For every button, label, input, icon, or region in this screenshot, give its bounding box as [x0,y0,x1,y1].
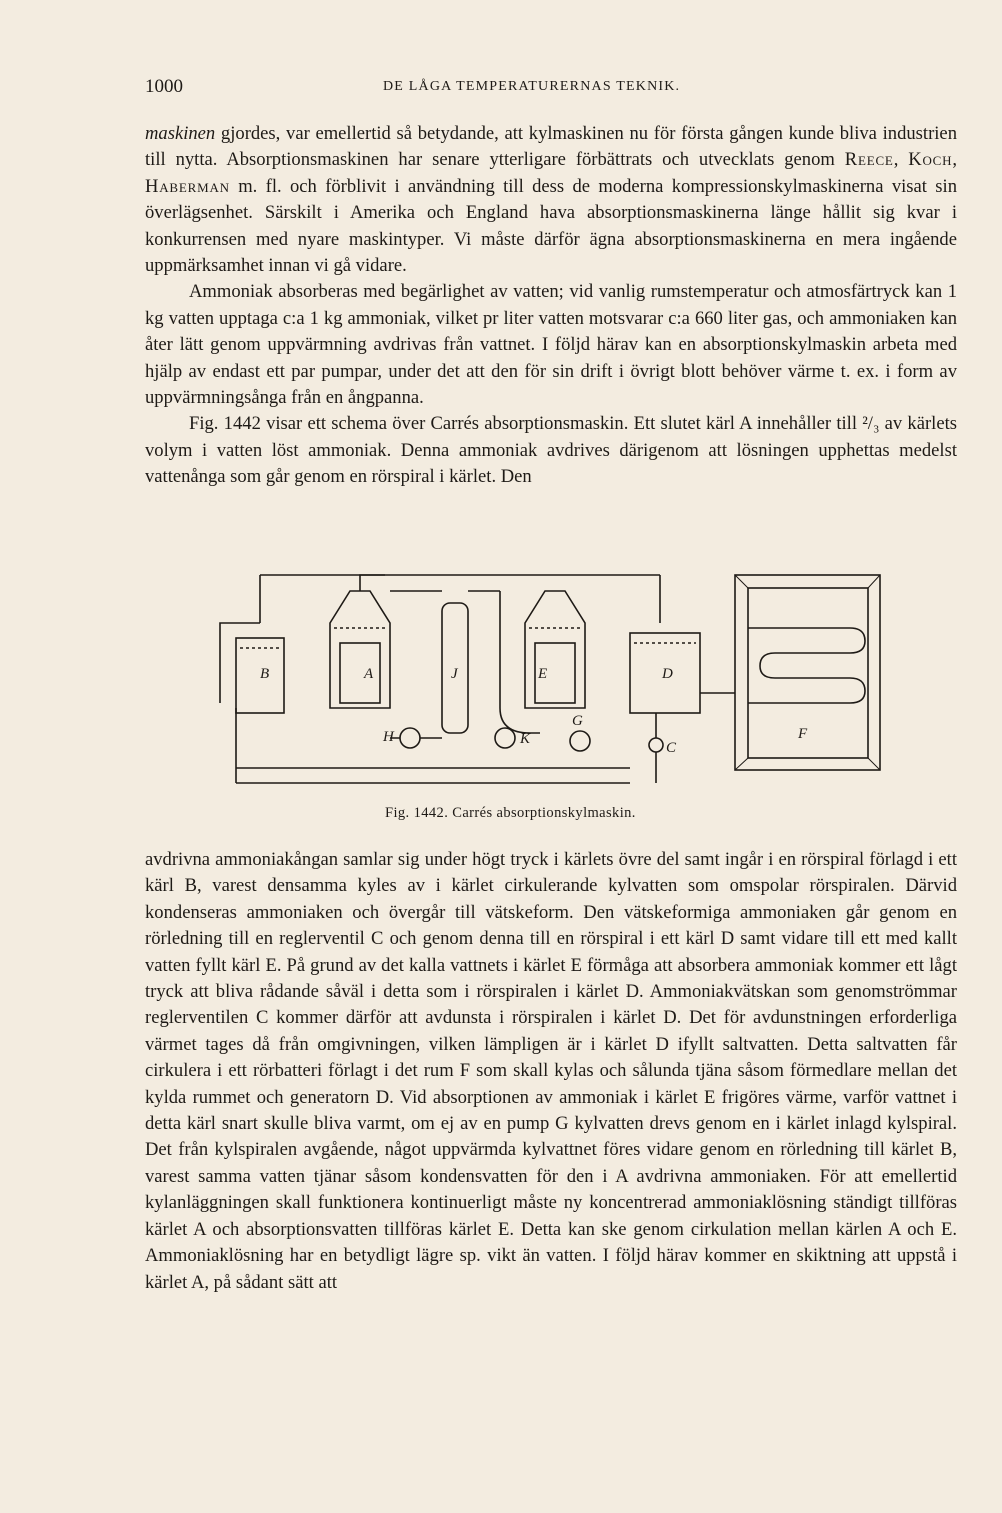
room-f-outer [735,575,880,770]
vessel-a-outlet [360,575,385,591]
label-g: G [572,713,583,729]
caption-text: Carrés absorptionskylmaskin. [452,805,636,821]
text-block-top [145,121,957,491]
pump-h [400,728,420,748]
text-block-bottom [145,847,957,1296]
top-pipe [260,575,660,623]
label-b: B [260,666,270,682]
valve-c [649,738,663,752]
carre-machine-diagram [200,563,890,798]
paragraph-1-text: gjordes, var emellertid så betydande, att kylmaskinen nu för första gången kunde bliva industrien till nytta. Absorptionsmaskinen har senare ytterligare förbättrats och utvecklats genom [145,123,957,171]
label-d: D [662,666,673,682]
room-f-insulation [735,575,880,770]
label-f: F [798,726,808,742]
figure-caption [385,805,636,822]
paragraph-4: avdrivna ammoniakångan samlar sig under högt tryck i kärlets övre del samt ingår i en rörspiral förlagd i ett kärl B, varest densamma kyles av i kärlet cirkulerande kylvatten som omspolar rörspiralen. Därvid kondenseras ammoniaken och övergår till vätskeform. Den vätskeformiga ammoniaken går genom en rörledning till en reglerventil C och genom denna till en rörspiral i ett kärl D samt vidare till ett med kallt vatten fyllt kärl E. På grund av det kalla vattnets i kärlet E förmåga att absorbera ammoniak kommer ett lågt tryck att bliva rådande såväl i detta som i rörspiralen i kärlet D. Ammoniakvätskan som genomströmmar reglerventilen C kommer därför att avdunsta i rörspiralen i kärlet D. Det för avdunstningen erforderliga värmet tages då från omgivningen, vilken lämpligen är i kärlet D ifyllt saltvatten. Detta saltvatten får cirkulera i ett rörbatteri förlagt i det rum F som skall kylas och sålunda tjäna såsom förmedlare mellan det kylda rummet och generatorn D. Vid absorptionen av ammoniak i kärlet E frigöres värme, varför vattnet i detta kärl snart skulle bliva varmt, om ej av en pump G kylvatten drevs genom en i kärlet inlagd kylspiral. Det från kylspiralen avgående, något uppvärmda kylvattnet föres vidare genom en rörledning till kärlet B, varest samma vatten tjänar såsom kondensvatten för den i A avdrivna ammoniaken. För att emellertid kylanläggningen skall funktionera kontinuerligt måste ny koncentrerad ammoniaklösning ständigt tillföras kärlet A och absorptionsvatten tillföras kärlet E. Detta kan ske genom cirkulation mellan kärlen A och E. Ammoniaklösning har en betydligt lägre sp. vikt än vatten. I följd härav kommer en skiktning att uppstå i kärlet A, på sådant sätt att [145,849,957,1293]
name-reece: Reece [844,149,894,171]
label-j: J [451,666,458,682]
paragraph-1-start: maskinen [145,123,216,144]
vessel-a [330,591,390,708]
label-e: E [538,666,548,682]
paragraph-1-end: m. fl. och förblivit i användning till dess de moderna kompressionskylmaskinerna visat sin överlägsenhet. Särskilt i Amerika och England hava absorptionsmaskinerna länge hållit sig kvar i konkurrensen med nyare maskintyper. Vi måste därför ägna absorptionsmaskinerna en mera ingående uppmärksamhet innan vi gå vidare. [145,175,957,277]
paragraph-2: Ammoniak absorberas med begärlighet av vatten; vid vanlig rumstemperatur och atmosfärtryck kan 1 kg vatten upptaga c:a 1 kg ammoniak, vilket pr liter vatten motsvarar c:a 660 liter gas, och ammoniaken kan åter lätt genom uppvärmning avdrivas från vattnet. I följd härav kan en absorptionskylmaskin arbeta med hjälp av endast ett par pumpar, under det att den för sin drift i övrigt blott behöver värme t. ex. i form av uppvärmningsånga från en ångpanna. [145,281,957,409]
caption-number: Fig. 1442. [385,805,449,821]
label-c: C [666,740,677,756]
e-return-pipe [500,591,540,733]
paragraph-1: maskinen gjordes, var emellertid så betydande, att kylmaskinen nu för första gången kunde bliva industrien till nytta. Absorptionsmaskinen har senare ytterligare förbättrats och utvecklats genom Reece, Koch, Haberman m. fl. och förblivit i användning till dess de moderna kompressionskylmaskinerna visat sin överlägsenhet. Särskilt i Amerika och England hava absorptionsmaskinerna länge hållit sig kvar i konkurrensen med nyare maskintyper. Vi måste därför ägna absorptionsmaskinerna en mera ingående uppmärksamhet innan vi gå vidare. [145,123,957,277]
left-pipe [220,623,260,703]
label-h: H [383,729,394,745]
room-f-inner [748,588,868,758]
vessel-a-coil [340,643,380,703]
label-k: K [520,731,531,747]
name-haberman: Haberman [145,175,230,197]
figure-1442 [200,563,890,798]
vessel-e [525,591,585,708]
page-number: 1000 [145,76,183,97]
label-a: A [364,666,374,682]
running-title: DE LÅGA TEMPERATURERNAS TEKNIK. [383,79,681,94]
name-koch: Koch [908,149,953,171]
paragraph-3: Fig. 1442 visar ett schema över Carrés absorptionsmaskin. Ett slutet kärl A innehåller till ²/₃ av kärlets volym i vatten löst ammoniak. Denna ammoniak avdrives därigenom att lösningen upphettas medelst vattenånga som går genom en rörspiral i kärlet. Den [145,413,957,488]
pump-k [495,728,515,748]
bottom-pipes [236,768,630,783]
page-header [145,76,957,100]
brine-coil [748,628,865,703]
pump-g [570,731,590,751]
